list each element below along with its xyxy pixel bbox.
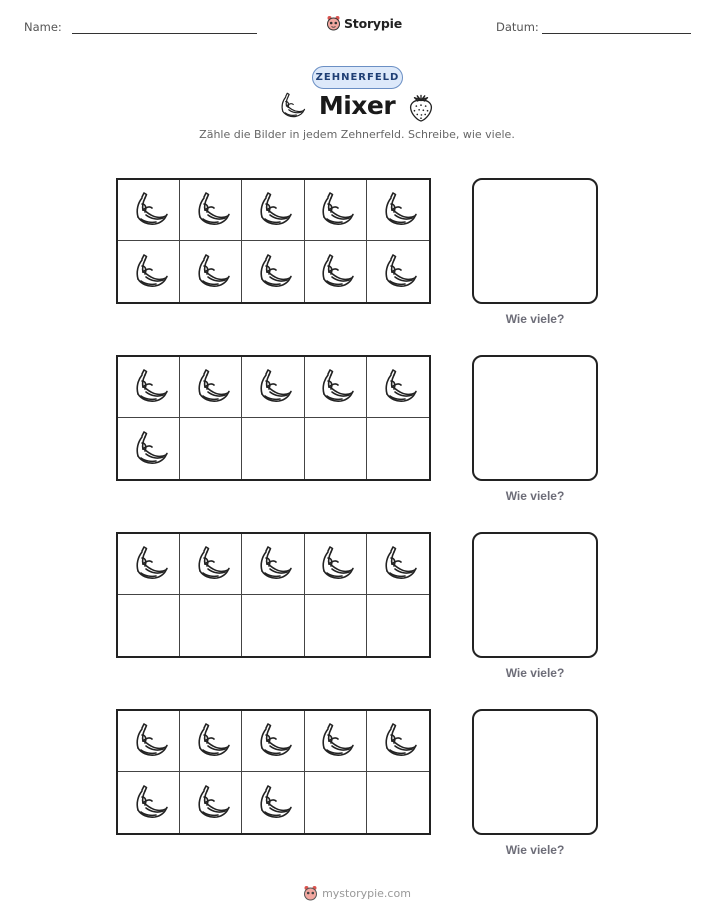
banana-icon bbox=[315, 252, 355, 292]
banana-icon bbox=[253, 544, 293, 584]
frame-cell bbox=[180, 418, 242, 479]
frame-cell bbox=[242, 180, 304, 241]
answer-box-1[interactable] bbox=[472, 178, 598, 304]
frame-cell bbox=[367, 357, 429, 418]
date-label: Datum: bbox=[496, 20, 539, 34]
frame-cell bbox=[367, 595, 429, 656]
banana-icon bbox=[191, 783, 231, 823]
frame-cell bbox=[305, 418, 367, 479]
page-title: Mixer bbox=[318, 91, 396, 120]
banana-icon bbox=[129, 252, 169, 292]
ten-frame-4 bbox=[116, 709, 431, 835]
frame-cell bbox=[305, 357, 367, 418]
banana-icon bbox=[315, 367, 355, 407]
storypie-mascot-icon bbox=[303, 885, 318, 901]
footer bbox=[0, 885, 714, 901]
frame-cell bbox=[305, 241, 367, 302]
frame-cell bbox=[242, 357, 304, 418]
brand-name: Storypie bbox=[344, 15, 402, 31]
frame-cell bbox=[118, 772, 180, 833]
frame-cell bbox=[118, 595, 180, 656]
banana-icon bbox=[191, 190, 231, 230]
frame-cell bbox=[367, 772, 429, 833]
frame-cell bbox=[305, 180, 367, 241]
banana-icon bbox=[253, 367, 293, 407]
banana-icon bbox=[315, 721, 355, 761]
frame-cell bbox=[242, 595, 304, 656]
answer-box-3[interactable] bbox=[472, 532, 598, 658]
frame-cell bbox=[305, 711, 367, 772]
instructions: Zähle die Bilder in jedem Zehnerfeld. Schreibe, wie viele. bbox=[199, 128, 515, 141]
frame-cell bbox=[242, 418, 304, 479]
banana-icon bbox=[191, 367, 231, 407]
banana-icon bbox=[378, 721, 418, 761]
frame-cell bbox=[118, 180, 180, 241]
answer-box-4[interactable] bbox=[472, 709, 598, 835]
banana-icon bbox=[191, 252, 231, 292]
banana-icon bbox=[378, 367, 418, 407]
name-label: Name: bbox=[24, 20, 62, 34]
frame-cell bbox=[367, 534, 429, 595]
answer-label-2: Wie viele? bbox=[505, 489, 565, 503]
banana-icon bbox=[253, 783, 293, 823]
frame-cell bbox=[180, 534, 242, 595]
frame-cell bbox=[180, 357, 242, 418]
frame-cell bbox=[242, 711, 304, 772]
answer-label-4: Wie viele? bbox=[505, 843, 565, 857]
storypie-mascot-icon bbox=[326, 15, 341, 31]
date-field[interactable] bbox=[542, 33, 691, 34]
banana-icon bbox=[253, 721, 293, 761]
frame-cell bbox=[367, 241, 429, 302]
frame-cell bbox=[180, 595, 242, 656]
frame-cell bbox=[367, 711, 429, 772]
frame-cell bbox=[118, 241, 180, 302]
name-field[interactable] bbox=[72, 33, 257, 34]
frame-cell bbox=[305, 595, 367, 656]
frame-cell bbox=[367, 418, 429, 479]
ten-frame-2 bbox=[116, 355, 431, 481]
banana-icon bbox=[129, 721, 169, 761]
banana-icon bbox=[378, 190, 418, 230]
banana-icon bbox=[315, 190, 355, 230]
banana-icon bbox=[315, 544, 355, 584]
banana-icon bbox=[378, 544, 418, 584]
frame-cell bbox=[118, 418, 180, 479]
banana-icon bbox=[129, 190, 169, 230]
banana-icon bbox=[191, 544, 231, 584]
banana-icon bbox=[129, 783, 169, 823]
frame-cell bbox=[180, 180, 242, 241]
ten-frame-3 bbox=[116, 532, 431, 658]
frame-cell bbox=[180, 772, 242, 833]
answer-box-2[interactable] bbox=[472, 355, 598, 481]
topic-badge: ZEHNERFELD bbox=[312, 66, 403, 89]
frame-cell bbox=[242, 241, 304, 302]
banana-icon bbox=[378, 252, 418, 292]
banana-icon bbox=[191, 721, 231, 761]
ten-frame-1 bbox=[116, 178, 431, 304]
frame-cell bbox=[118, 711, 180, 772]
frame-cell bbox=[305, 772, 367, 833]
frame-cell bbox=[242, 772, 304, 833]
frame-cell bbox=[305, 534, 367, 595]
brand-logo bbox=[326, 13, 402, 33]
answer-label-3: Wie viele? bbox=[505, 666, 565, 680]
frame-cell bbox=[118, 534, 180, 595]
banana-icon bbox=[253, 190, 293, 230]
frame-cell bbox=[180, 711, 242, 772]
frame-cell bbox=[367, 180, 429, 241]
banana-icon bbox=[253, 252, 293, 292]
footer-site: mystorypie.com bbox=[322, 886, 411, 900]
banana-icon bbox=[129, 544, 169, 584]
frame-cell bbox=[180, 241, 242, 302]
banana-icon bbox=[129, 367, 169, 407]
answer-label-1: Wie viele? bbox=[505, 312, 565, 326]
banana-icon bbox=[129, 429, 169, 469]
frame-cell bbox=[242, 534, 304, 595]
frame-cell bbox=[118, 357, 180, 418]
strawberry-icon bbox=[407, 92, 435, 122]
